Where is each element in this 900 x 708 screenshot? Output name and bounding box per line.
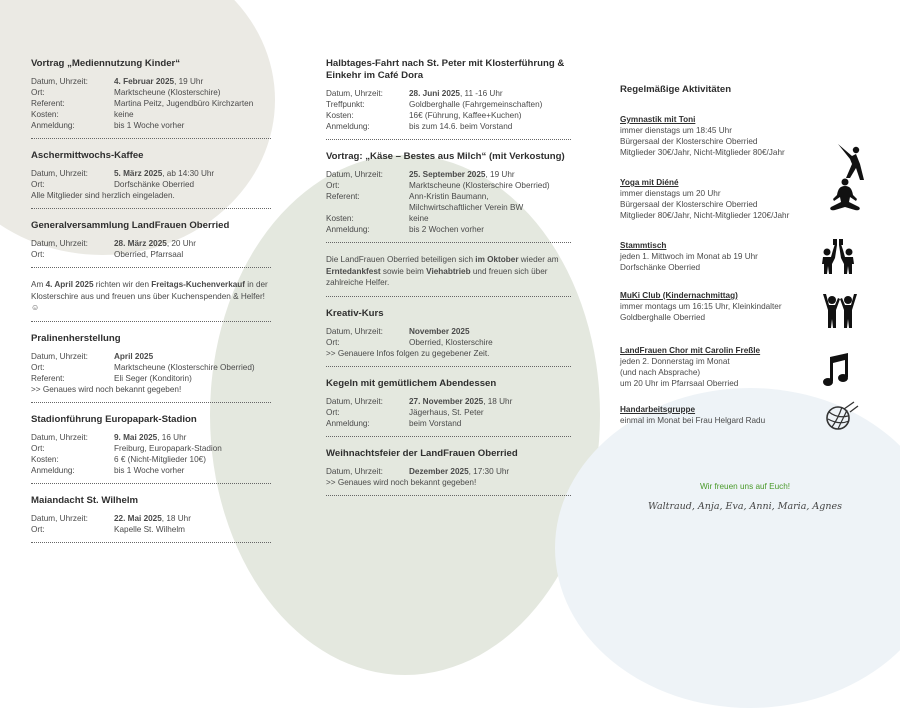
children-icon bbox=[820, 292, 860, 334]
event-date: April 2025 bbox=[114, 351, 154, 361]
row-label: Anmeldung: bbox=[31, 465, 75, 475]
row-value: Jägerhaus, St. Peter bbox=[409, 407, 484, 417]
row-label: Kosten: bbox=[31, 454, 59, 464]
event-date: 27. November 2025 bbox=[409, 396, 484, 406]
activity-line: um 20 Uhr im Pfarrsaal Oberried bbox=[620, 379, 739, 388]
dotted-divider bbox=[326, 296, 571, 297]
event-date: 22. Mai 2025 bbox=[114, 513, 162, 523]
event-date: 28. März 2025 bbox=[114, 239, 167, 248]
erntedank-paragraph bbox=[326, 254, 571, 289]
para-highlight: Freitags-Kuchenverkauf bbox=[151, 280, 246, 289]
row-value: Freiburg, Europapark-Stadion bbox=[114, 443, 222, 453]
dotted-divider bbox=[326, 139, 571, 140]
row-label: Ort: bbox=[31, 250, 45, 259]
row-label: Datum, Uhrzeit: bbox=[326, 466, 383, 476]
event-title: Kreativ-Kurs bbox=[326, 307, 384, 319]
activity-line: Goldberghalle Oberried bbox=[620, 313, 706, 322]
event-halbtagesfahrt bbox=[326, 58, 571, 132]
event-note: >> Genaues wird noch bekannt gegeben! bbox=[326, 477, 477, 487]
row-label: Referent: bbox=[31, 373, 65, 383]
row-label: Datum, Uhrzeit: bbox=[31, 169, 88, 178]
event-note: >> Genaues wird noch bekannt gegeben! bbox=[31, 384, 182, 394]
activity-title: LandFrauen Chor mit Carolin Freßle bbox=[620, 346, 761, 355]
row-value: Marktscheune (Klosterschire Oberried) bbox=[409, 181, 550, 190]
closing-greeting: Wir freuen uns auf Euch! bbox=[699, 482, 791, 491]
row-label: Datum, Uhrzeit: bbox=[31, 432, 88, 442]
row-label: Datum, Uhrzeit: bbox=[326, 396, 383, 406]
event-note: >> Genauere Infos folgen zu gegebener Zeit. bbox=[326, 348, 490, 358]
row-label: Referent: bbox=[326, 192, 360, 201]
dotted-divider bbox=[31, 267, 271, 268]
row-label: Datum, Uhrzeit: bbox=[31, 239, 88, 248]
event-date: 4. Februar 2025 bbox=[114, 77, 175, 86]
yoga-icon bbox=[825, 175, 865, 217]
event-pralinen bbox=[31, 333, 271, 395]
row-label: Anmeldung: bbox=[31, 121, 75, 130]
activity-line: jeden 2. Donnerstag im Monat bbox=[620, 357, 730, 366]
row-value: Dorfschänke Oberried bbox=[114, 180, 195, 189]
event-date: 5. März 2025 bbox=[114, 169, 163, 178]
event-time: , 19 Uhr bbox=[174, 77, 204, 86]
closing-names: Waltraud, Anja, Eva, Anni, Maria, Agnes bbox=[648, 501, 842, 512]
para-text: in der Klosterschire aus und freuen uns über Kuchenspenden & Helfer! bbox=[31, 280, 268, 301]
row-label: Datum, Uhrzeit: bbox=[31, 513, 88, 523]
row-label: Referent: bbox=[31, 99, 65, 108]
event-title: Stadionführung Europapark-Stadion bbox=[31, 413, 197, 425]
activity-line: Mitglieder 30€/Jahr, Nicht-Mitglieder 80€/Jahr bbox=[620, 148, 785, 157]
event-title: Weihnachtsfeier der LandFrauen Oberried bbox=[326, 447, 518, 459]
row-label: Datum, Uhrzeit: bbox=[31, 351, 88, 361]
event-date: Dezember 2025 bbox=[409, 466, 469, 476]
row-value: Oberried, Klosterschire bbox=[409, 337, 493, 347]
music-note-icon bbox=[818, 351, 858, 393]
row-label: Kosten: bbox=[326, 111, 354, 120]
row-label: Datum, Uhrzeit: bbox=[326, 89, 383, 98]
closing-section bbox=[640, 482, 850, 512]
dotted-divider bbox=[31, 483, 271, 484]
event-date: 28. Juni 2025 bbox=[409, 89, 460, 98]
row-value: bis 2 Wochen vorher bbox=[409, 225, 484, 234]
para-text: sowie beim bbox=[380, 266, 427, 276]
event-date: November 2025 bbox=[409, 326, 470, 336]
activity-line: immer montags um 16:15 Uhr, Kleinkindalter bbox=[620, 302, 782, 311]
row-value: Martina Peitz, Jugendbüro Kirchzarten bbox=[114, 99, 254, 108]
row-label: Ort: bbox=[31, 524, 45, 534]
row-value: 6 € (Nicht-Mitglieder 10€) bbox=[114, 454, 206, 464]
event-time: , 20 Uhr bbox=[166, 239, 196, 248]
dotted-divider bbox=[31, 542, 271, 543]
event-time: , 11 -16 Uhr bbox=[459, 89, 503, 98]
row-label: Anmeldung: bbox=[326, 418, 370, 428]
activity-line: immer dienstags um 20 Uhr bbox=[620, 189, 721, 198]
row-value: keine bbox=[409, 214, 429, 223]
row-value: Eli Seger (Konditorin) bbox=[114, 373, 192, 383]
activity-line: immer dienstags um 18:45 Uhr bbox=[620, 126, 732, 135]
para-highlight: im Oktober bbox=[475, 255, 519, 264]
event-kegeln bbox=[326, 378, 571, 429]
row-value: Kapelle St. Wilhelm bbox=[114, 524, 185, 534]
activity-title: Gymnastik mit Toni bbox=[620, 115, 696, 124]
regular-activities bbox=[620, 84, 890, 444]
event-generalversammlung bbox=[31, 220, 271, 260]
dotted-divider bbox=[326, 436, 571, 437]
activity-gymnastik bbox=[620, 114, 890, 177]
activity-line: Mitglieder 80€/Jahr, Nicht-Mitglieder 120€/Jahr bbox=[620, 211, 790, 220]
event-title: Halbtages-Fahrt nach St. Peter mit Klosterführung & Einkehr im Café Dora bbox=[326, 58, 565, 81]
events-column-2 bbox=[326, 58, 571, 507]
dotted-divider bbox=[31, 402, 271, 403]
row-label: Ort: bbox=[326, 181, 340, 190]
event-time: , 17:30 Uhr bbox=[468, 466, 510, 476]
activities-heading: Regelmäßige Aktivitäten bbox=[620, 84, 732, 95]
row-label: Datum, Uhrzeit: bbox=[326, 326, 383, 336]
dotted-divider bbox=[31, 138, 271, 139]
event-time: , 19 Uhr bbox=[485, 170, 515, 179]
para-text: und freuen sich über zahlreiche Helfer. bbox=[326, 266, 548, 287]
event-maiandacht bbox=[31, 495, 271, 535]
dotted-divider bbox=[326, 242, 571, 243]
dotted-divider bbox=[31, 321, 271, 322]
row-label: Ort: bbox=[31, 443, 45, 453]
row-value: bis 1 Woche vorher bbox=[114, 121, 185, 130]
row-value: Oberried, Pfarrsaal bbox=[114, 250, 184, 259]
event-kreativkurs bbox=[326, 308, 571, 359]
event-date: 25. September 2025 bbox=[409, 170, 486, 179]
row-label: Ort: bbox=[326, 407, 340, 417]
activity-stammtisch bbox=[620, 240, 890, 290]
row-label: Ort: bbox=[31, 180, 45, 189]
para-text: Die LandFrauen Oberried beteiligen sich bbox=[326, 255, 476, 264]
row-value: beim Vorstand bbox=[409, 418, 462, 428]
toast-icon bbox=[818, 236, 858, 278]
row-label: Ort: bbox=[31, 362, 45, 372]
para-date: 4. April 2025 bbox=[45, 280, 94, 289]
row-value: 16€ (Führung, Kaffee+Kuchen) bbox=[409, 111, 522, 120]
activity-line: Bürgersaal der Klosterschire Oberried bbox=[620, 200, 758, 209]
event-kaese-vortrag bbox=[326, 151, 571, 235]
smiley-icon: ☺ bbox=[31, 303, 40, 312]
event-title: Vortrag: „Käse – Bestes aus Milch“ (mit Verkostung) bbox=[326, 151, 565, 162]
event-aschermittwoch bbox=[31, 150, 271, 201]
dotted-divider bbox=[31, 208, 271, 209]
activity-title: Yoga mit Diéné bbox=[620, 178, 679, 187]
event-time: , ab 14:30 Uhr bbox=[162, 169, 215, 178]
row-value: Goldberghalle (Fahrgemeinschaften) bbox=[409, 100, 543, 109]
event-note: Alle Mitglieder sind herzlich eingeladen. bbox=[31, 191, 175, 200]
para-text: Am bbox=[31, 280, 46, 289]
event-time: , 18 Uhr bbox=[483, 396, 513, 406]
row-label: Ort: bbox=[31, 88, 45, 97]
event-title: Generalversammlung LandFrauen Oberried bbox=[31, 220, 230, 231]
event-time: , 16 Uhr bbox=[157, 432, 187, 442]
events-column-1 bbox=[31, 58, 271, 554]
activity-line: Bürgersaal der Klosterschire Oberried bbox=[620, 137, 758, 146]
dotted-divider bbox=[326, 495, 571, 496]
dotted-divider bbox=[326, 366, 571, 367]
event-title: Maiandacht St. Wilhelm bbox=[31, 494, 139, 506]
activity-line: einmal im Monat bei Frau Helgard Radu bbox=[620, 416, 766, 425]
event-title: Kegeln mit gemütlichem Abendessen bbox=[326, 377, 497, 389]
row-label: Anmeldung: bbox=[326, 122, 370, 131]
activity-title: MuKi Club (Kindernachmittag) bbox=[620, 291, 738, 300]
row-value: bis 1 Woche vorher bbox=[114, 465, 185, 475]
para-text: richten wir den bbox=[93, 280, 152, 289]
yarn-ball-icon bbox=[820, 396, 860, 438]
row-value: keine bbox=[114, 110, 134, 119]
event-title: Vortrag „Mediennutzung Kinder“ bbox=[31, 58, 181, 69]
para-highlight: Erntedankfest bbox=[326, 266, 381, 276]
activity-handarbeit bbox=[620, 404, 890, 444]
event-date: 9. Mai 2025 bbox=[114, 432, 158, 442]
event-title: Aschermittwochs-Kaffee bbox=[31, 150, 144, 161]
row-label: Kosten: bbox=[31, 110, 59, 119]
row-label: Datum, Uhrzeit: bbox=[326, 170, 383, 179]
para-highlight: Viehabtrieb bbox=[426, 266, 471, 276]
event-mediennutzung bbox=[31, 58, 271, 131]
activity-line: (und nach Absprache) bbox=[620, 368, 701, 377]
event-title: Pralinenherstellung bbox=[31, 332, 121, 344]
row-label: Ort: bbox=[326, 337, 340, 347]
row-value: Ann-Kristin Baumann, Milchwirtschaftlicher Verein BW bbox=[409, 192, 524, 212]
row-label: Datum, Uhrzeit: bbox=[31, 77, 88, 86]
row-value: Marktscheune (Klosterschire) bbox=[114, 88, 221, 97]
row-label: Anmeldung: bbox=[326, 225, 370, 234]
event-weihnachtsfeier bbox=[326, 448, 571, 488]
activity-title: Handarbeitsgruppe bbox=[620, 405, 696, 414]
activity-line: jeden 1. Mittwoch im Monat ab 19 Uhr bbox=[620, 252, 758, 261]
row-label: Kosten: bbox=[326, 214, 354, 223]
activity-muki-club bbox=[620, 290, 890, 345]
event-time: , 18 Uhr bbox=[161, 513, 191, 523]
para-text: wieder am bbox=[518, 255, 559, 264]
event-stadionfuehrung bbox=[31, 414, 271, 476]
row-value: Marktscheune (Klosterschire Oberried) bbox=[114, 362, 255, 372]
activity-line: Dorfschänke Oberried bbox=[620, 263, 701, 272]
row-value: bis zum 14.6. beim Vorstand bbox=[409, 122, 513, 131]
row-label: Treffpunkt: bbox=[326, 100, 365, 109]
kuchenverkauf-paragraph bbox=[31, 279, 271, 314]
activity-yoga bbox=[620, 177, 890, 240]
activity-title: Stammtisch bbox=[620, 241, 667, 250]
